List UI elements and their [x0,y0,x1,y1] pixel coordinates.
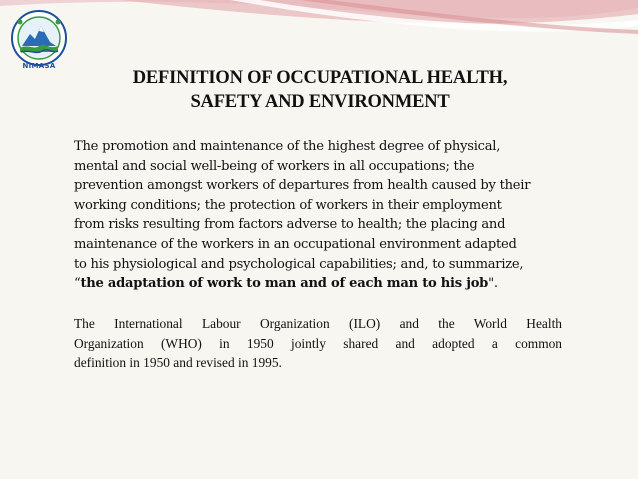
title-line-2: SAFETY AND ENVIRONMENT [190,92,450,112]
logo-text: NIMASA [22,62,56,70]
paragraph-line: Organization (WHO) in 1950 jointly shared and adopted a common [74,335,562,351]
quote-line [74,274,564,294]
definition-paragraph [74,137,564,294]
title-line-1: DEFINITION OF OCCUPATIONAL HEALTH, [132,68,508,88]
paragraph-line: from risks resulting from factors adverse to health; the placing and [74,217,506,233]
quote-open: “ [74,276,81,292]
paragraph-line: prevention amongst workers of departures from health caused by their [74,178,531,194]
paragraph-line: maintenance of the workers in an occupational environment adapted [74,236,517,252]
decorative-swoosh [0,0,638,60]
paragraph-line: working conditions; the protection of workers in their employment [74,197,502,213]
paragraph-line: to his physiological and psychological capabilities; and, to summarize, [74,256,524,272]
quote-close: ". [488,276,498,292]
ilo-who-paragraph [74,314,562,373]
paragraph-line: The promotion and maintenance of the highest degree of physical, [74,139,501,154]
paragraph-line: definition in 1950 and revised in 1995. [74,355,282,371]
paragraph-line: mental and social well-being of workers in all occupations; the [74,158,475,174]
page-title [80,66,560,114]
bold-quote: the adaptation of work to man and of each man to his job [80,276,489,292]
paragraph-line: The International Labour Organization (ILO) and the World Health [74,316,562,331]
